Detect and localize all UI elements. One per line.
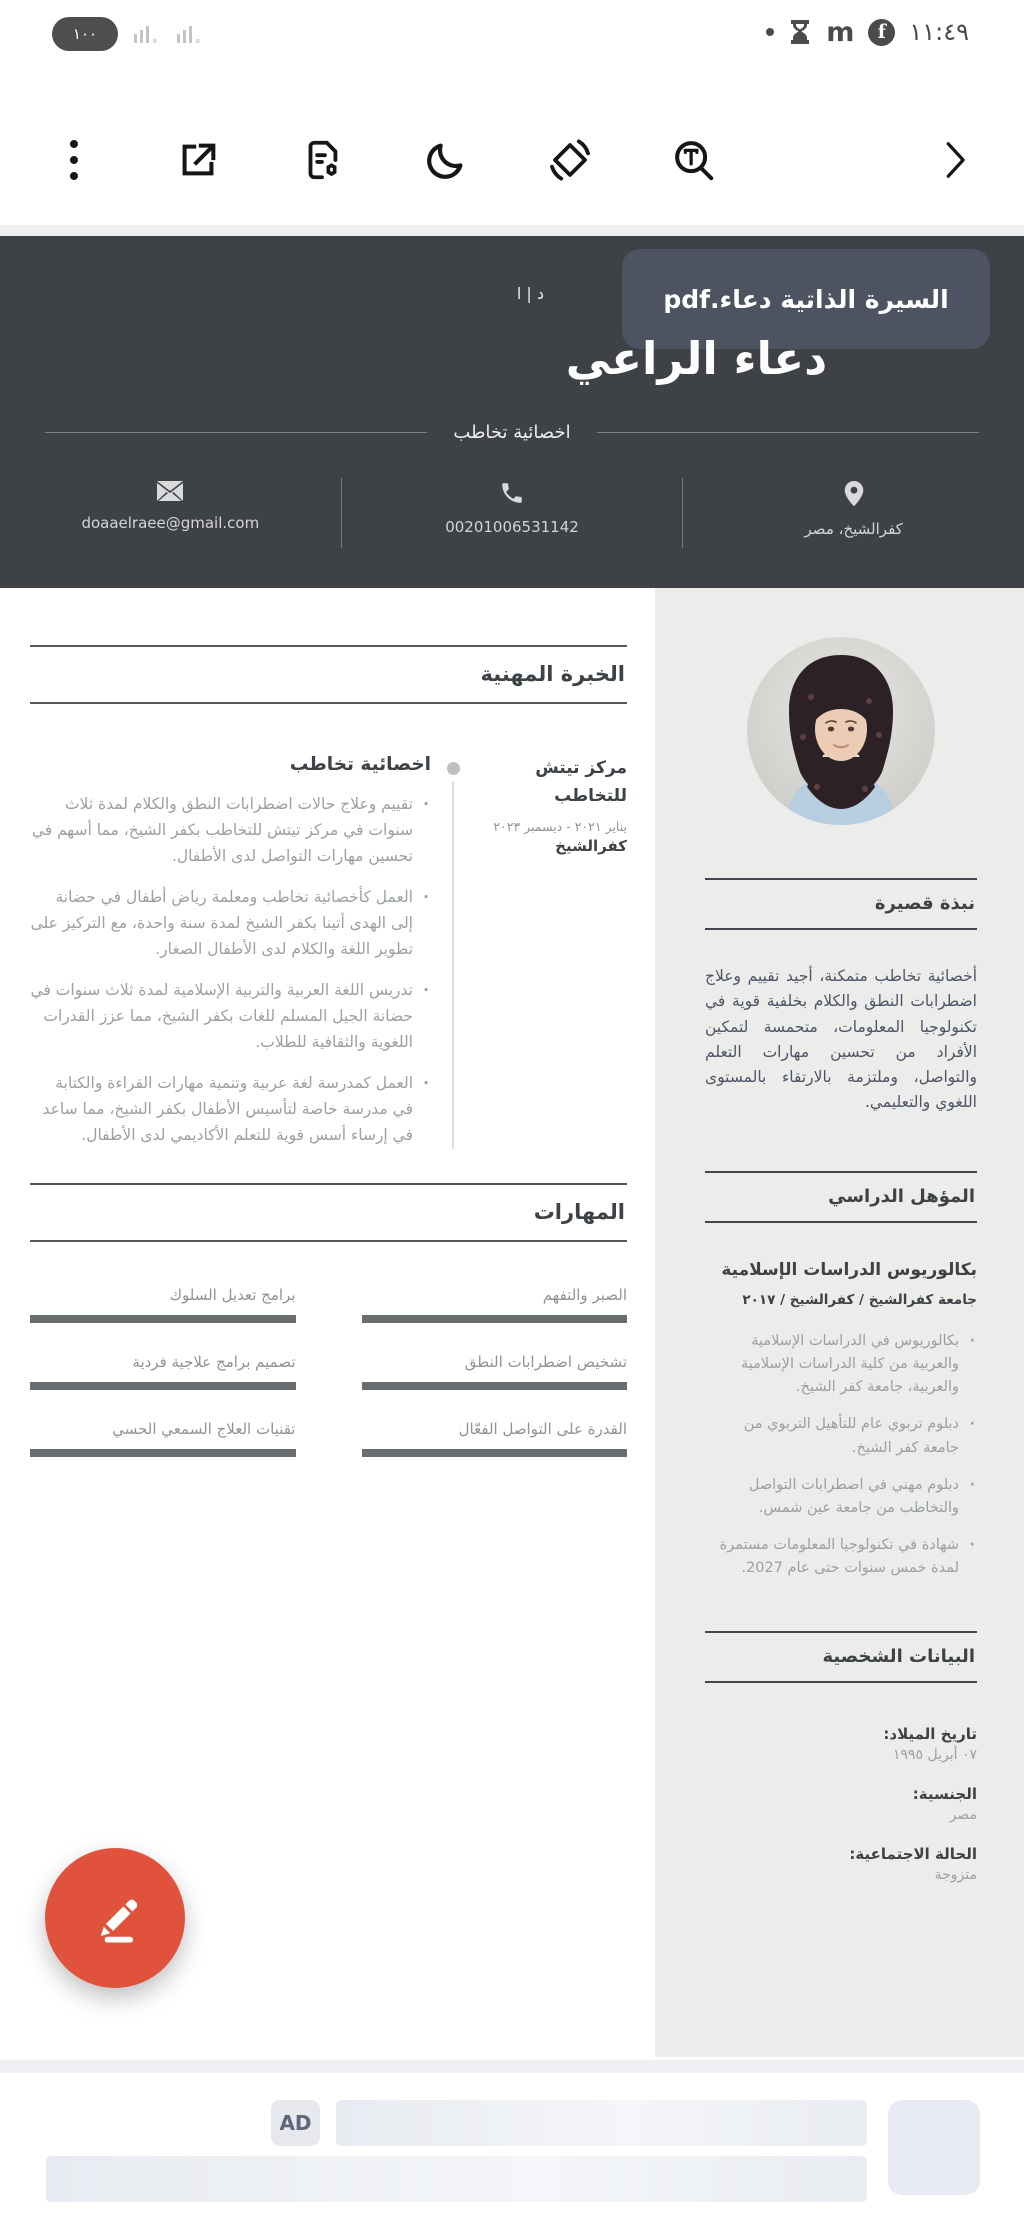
- resume-header[interactable]: [0, 236, 1024, 588]
- filename-text: السيرة الذاتية دعاء.pdf: [663, 284, 949, 314]
- personal-field: [705, 1725, 977, 1763]
- skill-label: تصميم برامج علاجية فردية: [132, 1353, 296, 1372]
- contact-divider: [682, 478, 683, 548]
- candidate-name: دعاء الراعي: [565, 332, 828, 385]
- education-title: المؤهل الدراسي: [828, 1185, 975, 1207]
- text-search-button[interactable]: [670, 136, 718, 184]
- hourglass-icon: [788, 19, 812, 46]
- more-options-button[interactable]: [50, 136, 98, 184]
- section-rule: [30, 1240, 627, 1242]
- signal-strength-icon-2: [175, 22, 209, 44]
- employment-dates: يناير ٢٠٢١ - ديسمبر ٢٠٢٣: [493, 819, 627, 835]
- section-rule: [30, 702, 627, 704]
- about-section-header: [705, 878, 977, 930]
- decor-line: [597, 432, 979, 433]
- section-rule: [705, 1681, 977, 1683]
- education-bullets: [705, 1330, 977, 1581]
- phone-text: 00201006531142: [445, 518, 579, 536]
- timeline: [431, 754, 475, 1163]
- dark-mode-moon-button[interactable]: [422, 136, 470, 184]
- skill-item: [30, 1420, 296, 1457]
- status-bar: [0, 0, 1024, 62]
- contact-divider: [341, 478, 342, 548]
- phone-icon: [499, 480, 525, 506]
- resume-page[interactable]: [0, 588, 1024, 2057]
- email-icon: [156, 480, 184, 502]
- ad-placeholder-bar: [46, 2156, 867, 2202]
- personal-title: البيانات الشخصية: [822, 1645, 975, 1667]
- facebook-icon: f: [868, 19, 895, 46]
- field-value: مصر: [949, 1806, 977, 1823]
- field-label: الجنسية:: [912, 1784, 977, 1803]
- viewer-toolbar: [0, 95, 1024, 225]
- contact-row: [0, 476, 1024, 554]
- battery-level: ١٠٠: [72, 25, 98, 43]
- initials-label: د | ا: [516, 284, 544, 303]
- next-page-button[interactable]: [938, 95, 972, 225]
- skill-bar: [362, 1382, 628, 1390]
- experience-content: [30, 754, 431, 1163]
- pencil-icon: [84, 1887, 146, 1949]
- notification-dot-icon: [766, 28, 774, 36]
- experience-title: الخبرة المهنية: [480, 662, 625, 686]
- skill-item: [30, 1286, 296, 1323]
- signal-strength-icon: [132, 22, 166, 44]
- job-title: اخصائية تخاطب: [453, 422, 571, 443]
- skill-bar: [362, 1315, 628, 1323]
- clock: ١١:٤٩: [909, 18, 969, 46]
- rotate-page-button[interactable]: [546, 136, 594, 184]
- skill-label: برامج تعديل السلوك: [169, 1286, 296, 1305]
- skill-item: [30, 1353, 296, 1390]
- experience-bullet: · تقييم وعلاج حالات اضطرابات النطق والكلام لمدة ثلاث سنوات في مركز تيتش للتخاطب بكفر الشيخ، مما أسهم في تحسين مهارات التواصل لدى الأطفال.: [30, 791, 431, 869]
- experience-section-header: [30, 645, 627, 704]
- ad-placeholder-thumbnail: [888, 2100, 980, 2195]
- experience-bullet: · العمل كمدرسة لغة عربية وتنمية مهارات القراءة والكتابة في مدرسة خاصة لتأسيس الأطفال بكفر الشيخ، مما ساعد في إرساء أسس قوية للتعلم الأكاديمي لدى الأطفال.: [30, 1070, 431, 1148]
- field-value: متزوجة: [934, 1866, 977, 1883]
- company-name: مركز تيتش للتخاطب: [535, 758, 627, 807]
- education-bullet: · بكالوريوس في الدراسات الإسلامية والعربية من كلية الدراسات الإسلامية والعربية، جامعة كفر الشيخ.: [705, 1330, 977, 1400]
- contact-location: [683, 476, 1024, 554]
- experience-meta: [475, 754, 627, 1163]
- ad-placeholder-bar: [336, 2100, 867, 2146]
- experience-bullet: · العمل كأخصائية تخاطب ومعلمة رياض أطفال في حضانة إلى الهدى أتينا بكفر الشيخ لمدة سنة واحدة، مع التركيز على تطوير اللغة والكلام لدى الأطفال الصغار.: [30, 884, 431, 962]
- bottom-divider: [0, 2060, 1024, 2073]
- about-text: أخصائية تخاطب متمكنة، أجيد تقييم وعلاج اضطرابات النطق والكلام بخلفية قوية في تكنولوجيا المعلومات، متحمسة لتمكين الأفراد من تحسين مهارات التعلم والتواصل، وملتزمة بالارتقاء بالمستوى اللغوي والتعليمي.: [705, 967, 977, 1112]
- experience-entry: [30, 754, 627, 1163]
- location-text: كفرالشيخ، مصر: [804, 520, 903, 538]
- education-bullet: · دبلوم مهني في اضطرابات التواصل والتخاطب من جامعة عين شمس.: [705, 1474, 977, 1520]
- file-settings-button[interactable]: [298, 136, 346, 184]
- ad-badge: AD: [271, 2100, 320, 2146]
- skill-bar: [30, 1449, 296, 1457]
- notification-letter-icon: m: [826, 16, 855, 48]
- skill-bar: [30, 1382, 296, 1390]
- profile-photo: [747, 637, 935, 825]
- company-location: كفرالشيخ: [555, 837, 627, 856]
- skills-section-header: [30, 1183, 627, 1242]
- experience-bullet: · تدريس اللغة العربية والتربية الإسلامية لمدة ثلاث سنوات في حضانة الجيل المسلم للغات بكفر الشيخ، مما عزز القدرات اللغوية والثقافية للطلاب.: [30, 977, 431, 1055]
- university-line: جامعة كفرالشيخ / كفرالشيخ / ٢٠١٧: [742, 1291, 977, 1308]
- resume-sidebar: [655, 588, 1024, 2057]
- skill-label: تقنيات العلاج السمعي الحسي: [112, 1420, 296, 1439]
- timeline-dot: [447, 762, 460, 775]
- section-rule: [705, 928, 977, 930]
- personal-section-header: [705, 1631, 977, 1683]
- contact-phone: [342, 476, 683, 554]
- education-bullet: · دبلوم تربوي عام للتأهيل التربوي من جامعة كفر الشيخ.: [705, 1413, 977, 1459]
- location-pin-icon: [843, 480, 865, 508]
- ad-banner[interactable]: [0, 2073, 1024, 2218]
- degree-title: بكالوريوس الدراسات الإسلامية: [721, 1259, 977, 1280]
- skill-item: [362, 1420, 628, 1457]
- education-section-header: [705, 1171, 977, 1223]
- skill-label: الصبر والتفهم: [542, 1286, 627, 1305]
- personal-field: [705, 1785, 977, 1823]
- skill-item: [362, 1353, 628, 1390]
- job-title-row: [45, 422, 979, 443]
- section-rule: [705, 1221, 977, 1223]
- toolbar-divider: [0, 225, 1024, 236]
- experience-bullets: [30, 791, 431, 1148]
- skills-grid: [30, 1286, 627, 1457]
- field-value: ٠٧ أبريل ١٩٩٥: [892, 1746, 977, 1763]
- edit-fab-button[interactable]: [45, 1848, 185, 1988]
- timeline-line: [452, 781, 454, 1149]
- contact-email: [0, 476, 341, 554]
- education-bullet: · شهادة في تكنولوجيا المعلومات مستمرة لمدة خمس سنوات حتى عام 2027.: [705, 1534, 977, 1580]
- about-title: نبذة قصيرة: [874, 893, 975, 914]
- personal-fields: [705, 1725, 977, 1883]
- personal-field: [705, 1845, 977, 1883]
- skill-item: [362, 1286, 628, 1323]
- resume-main-column: [0, 588, 655, 2057]
- decor-line: [45, 432, 427, 433]
- skill-bar: [362, 1449, 628, 1457]
- role-title: اخصائية تخاطب: [289, 754, 431, 775]
- battery-indicator: [52, 17, 118, 51]
- skill-label: تشخيص اضطرابات النطق: [464, 1353, 627, 1372]
- open-in-new-button[interactable]: [174, 136, 222, 184]
- field-label: تاريخ الميلاد:: [883, 1724, 977, 1743]
- skills-title: المهارات: [533, 1200, 625, 1225]
- skill-label: القدرة على التواصل الفعّال: [458, 1420, 627, 1439]
- skill-bar: [30, 1315, 296, 1323]
- field-label: الحالة الاجتماعية:: [849, 1844, 977, 1863]
- email-text: doaaelraee@gmail.com: [81, 514, 260, 532]
